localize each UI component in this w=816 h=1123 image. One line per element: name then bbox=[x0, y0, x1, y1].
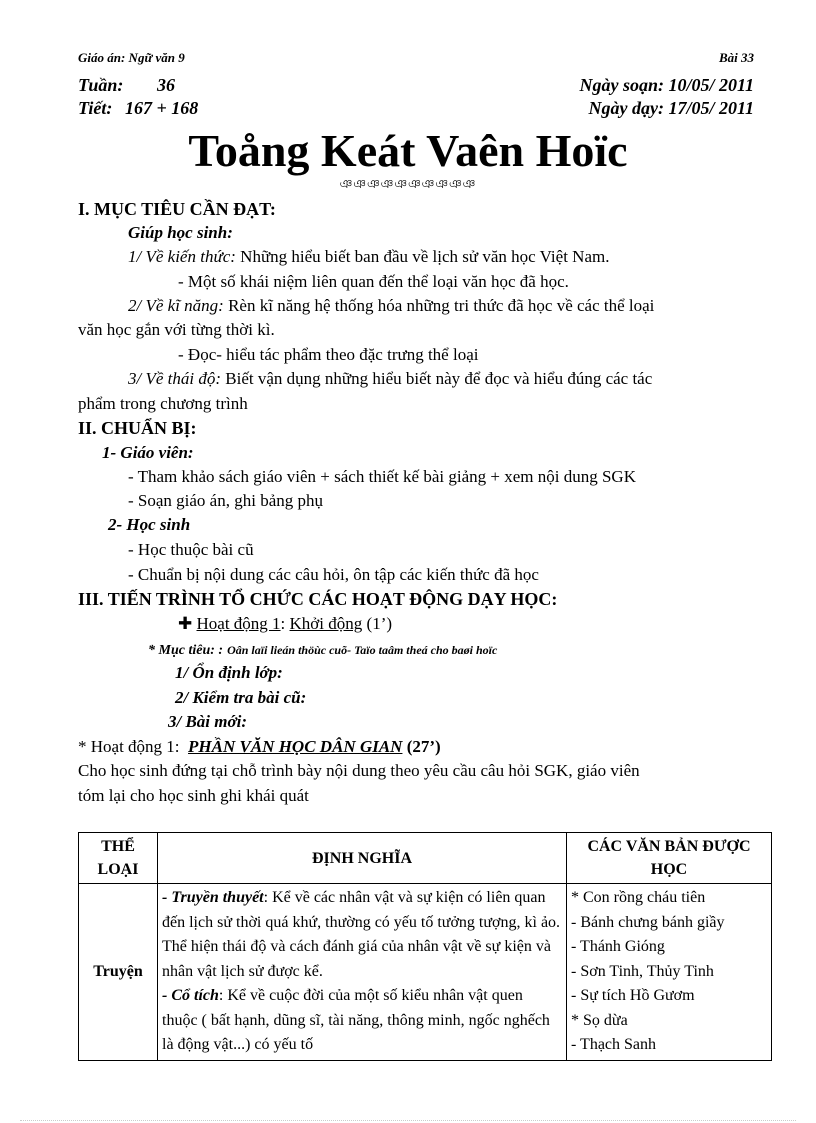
attitude-label: 3/ Về thái độ: bbox=[128, 369, 222, 388]
attitude-line bbox=[128, 369, 652, 389]
def-legend-text: : Kể về các nhân vật và sự kiện có liên quan đến lịch sử thời quá khứ, thường có yếu tố tưởng tượng, kì ảo. Thể hiện thái độ và cách đánh giá của nhân vật về sự kiện và nhân vật lịch sử được kể. bbox=[162, 889, 561, 980]
definition-cell bbox=[158, 884, 567, 1061]
section2-heading: II. CHUẨN BỊ: bbox=[78, 418, 197, 438]
step-1: 1/ Ổn định lớp: bbox=[175, 663, 283, 682]
hd-title: PHẦN VĂN HỌC DÂN GIAN bbox=[188, 737, 403, 756]
activity1-label: Hoạt động 1 bbox=[196, 614, 281, 633]
goal-line bbox=[148, 641, 497, 659]
knowledge-text: Những hiểu biết ban đầu về lịch sử văn học Việt Nam. bbox=[235, 247, 610, 266]
student-label: 2- Học sinh bbox=[108, 515, 191, 534]
title-ornament: ঞঞঞঞঞঞঞঞঞঞ bbox=[339, 177, 477, 191]
section3-heading: III. TIẾN TRÌNH TỔ CHỨC CÁC HOẠT ĐỘNG DẠY HỌC: bbox=[78, 589, 558, 609]
week-label: Tuần: bbox=[78, 75, 124, 95]
teach-date: Ngày dạy: 17/05/ 2011 bbox=[588, 98, 754, 118]
instruction-line-1: Cho học sinh đứng tại chỗ trình bày nội dung theo yêu cầu câu hỏi SGK, giáo viên bbox=[78, 761, 640, 780]
def-fairytale-label: - Cổ tích bbox=[162, 987, 219, 1004]
teacher-item-1: - Tham khảo sách giáo viên + sách thiết kế bài giảng + xem nội dung SGK bbox=[128, 467, 636, 486]
work-item: - Thạch Sanh bbox=[571, 1036, 657, 1053]
period-label: Tiết: bbox=[78, 98, 113, 118]
lesson-label: Bài 33 bbox=[718, 50, 754, 65]
works-cell bbox=[567, 884, 772, 1061]
table-row bbox=[79, 884, 772, 1061]
skill-text: Rèn kĩ năng hệ thống hóa những tri thức đã học về các thể loại bbox=[223, 296, 655, 315]
col-header-genre: THỂ LOẠI bbox=[79, 833, 158, 884]
activity1-name: Khởi động bbox=[289, 614, 363, 633]
col-header-definition: ĐỊNH NGHĨA bbox=[158, 833, 567, 884]
section1-heading: I. MỤC TIÊU CẦN ĐẠT: bbox=[78, 199, 276, 219]
page-title: Toång Keát Vaên Hoïc bbox=[188, 125, 628, 176]
genre-cell: Truyện bbox=[79, 884, 158, 1061]
skill-label: 2/ Về kĩ năng: bbox=[128, 296, 224, 315]
knowledge-line bbox=[128, 247, 609, 267]
week-value: 36 bbox=[157, 75, 175, 95]
hd-time: (27’) bbox=[406, 737, 441, 756]
work-item: - Sơn Tinh, Thủy Tinh bbox=[571, 962, 714, 980]
instruction-line-2: tóm lại cho học sinh ghi khái quát bbox=[78, 786, 309, 805]
work-item: * Sọ dừa bbox=[571, 1011, 628, 1029]
page-footer-divider bbox=[20, 1120, 796, 1121]
step-3: 3/ Bài mới: bbox=[168, 712, 248, 731]
goal-text: Oân laïi lieán thöùc cuõ- Taïo taâm theá cho baøi hoïc bbox=[227, 643, 498, 657]
hd-line bbox=[78, 737, 441, 757]
col-header-works: CÁC VĂN BẢN ĐƯỢC HỌC bbox=[567, 833, 772, 884]
work-item: - Bánh chưng bánh giầy bbox=[571, 913, 725, 931]
prep-date: Ngày soạn: 10/05/ 2011 bbox=[579, 75, 754, 95]
goal-label: * Mục tiêu: : bbox=[148, 643, 224, 658]
def-fairytale-text: : Kể về cuộc đời của một số kiểu nhân vật quen thuộc ( bất hạnh, dũng sĩ, tài năng, thông minh, ngốc nghếch là động vật...) có yếu tố bbox=[162, 987, 550, 1053]
hd-prefix: * Hoạt động 1: bbox=[78, 737, 180, 756]
step-2: 2/ Kiểm tra bài cũ: bbox=[175, 688, 307, 707]
activity1-bullet-icon: ✚ bbox=[178, 614, 193, 633]
work-item: * Con rồng cháu tiên bbox=[571, 889, 706, 906]
attitude-cont: phẩm trong chương trình bbox=[78, 394, 248, 413]
def-legend-label: - Truyền thuyết bbox=[162, 889, 264, 906]
knowledge-label: 1/ Về kiến thức: bbox=[128, 247, 236, 266]
skill-cont: văn học gắn với từng thời kì. bbox=[78, 320, 275, 339]
student-item-2: - Chuẩn bị nội dung các câu hỏi, ôn tập các kiến thức đã học bbox=[128, 565, 539, 584]
work-item: - Thánh Gióng bbox=[571, 938, 665, 955]
attitude-text: Biết vận dụng những hiểu biết này để đọc và hiểu đúng các tác bbox=[221, 369, 653, 388]
skill-sub: - Đọc- hiểu tác phẩm theo đặc trưng thể loại bbox=[178, 345, 479, 364]
table-header-row bbox=[79, 833, 772, 884]
period-value: 167 + 168 bbox=[125, 98, 199, 118]
teacher-label: 1- Giáo viên: bbox=[102, 443, 194, 462]
activity1-colon: : bbox=[280, 614, 286, 633]
work-item: - Sự tích Hồ Gươm bbox=[571, 987, 695, 1004]
student-item-1: - Học thuộc bài cũ bbox=[128, 540, 254, 559]
activity1-time: (1’) bbox=[366, 614, 393, 633]
subject-label: Giáo án: Ngữ văn 9 bbox=[78, 50, 185, 65]
skill-line bbox=[128, 296, 654, 316]
literature-table bbox=[78, 832, 772, 1061]
teacher-item-2: - Soạn giáo án, ghi bảng phụ bbox=[128, 491, 323, 510]
knowledge-sub: - Một số khái niệm liên quan đến thể loại văn học đã học. bbox=[178, 272, 569, 291]
activity1-line bbox=[178, 614, 392, 634]
section1-intro: Giúp học sinh: bbox=[128, 223, 233, 242]
